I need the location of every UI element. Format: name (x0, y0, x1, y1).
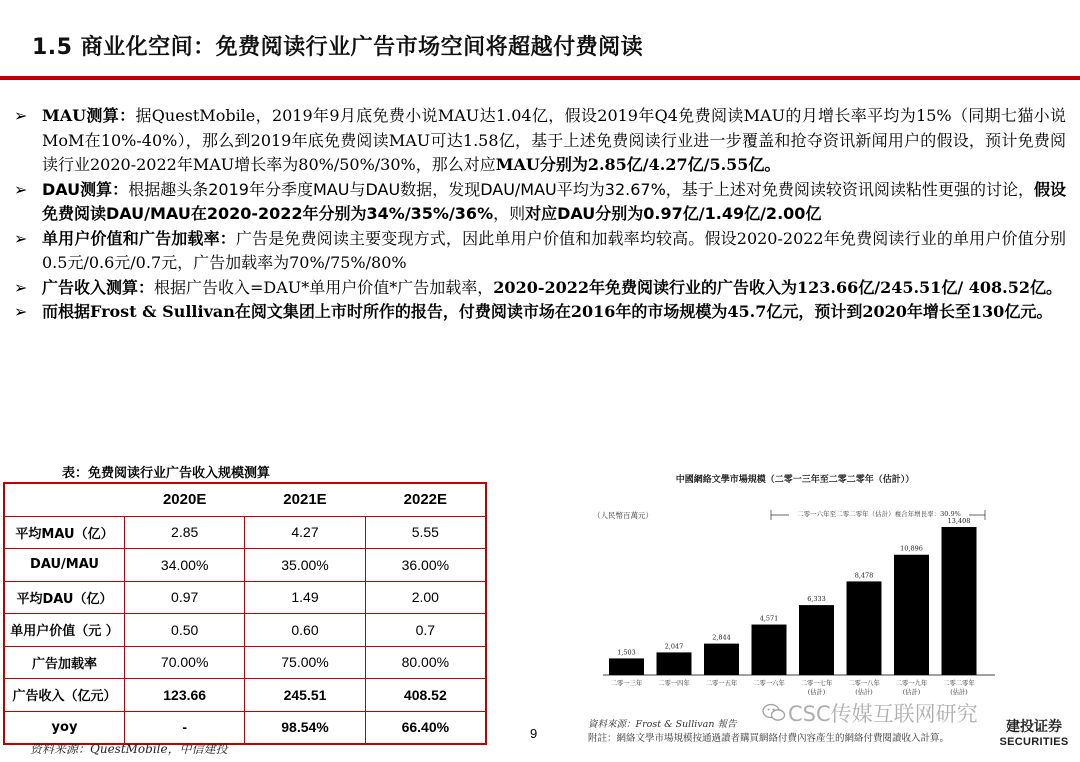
table-cell: 0.7 (365, 614, 485, 647)
table-row (5, 679, 486, 712)
x-labels-group (611, 678, 976, 696)
x-tick-label: 二零一九年 (895, 680, 928, 687)
arrow-bullet-icon: ➢ (14, 302, 28, 321)
table-row (5, 711, 486, 744)
table-cell: 2.00 (365, 581, 485, 614)
table-header-cell (5, 484, 125, 517)
table-header-cell: 2021E (245, 484, 365, 517)
chart-bar (942, 527, 977, 675)
table-header-cell: 2022E (365, 484, 485, 517)
title-divider (0, 76, 1080, 80)
bullet-bold-text: 而根据Frost & Sullivan在阅文集团上市时所作的报告，付费阅读市场在2016年的市场规模为45.7亿元，预计到2020年增长至130亿元。 (42, 302, 1053, 321)
table-cell: 80.00% (365, 646, 485, 679)
table-row (5, 614, 486, 647)
bullet-bold-text: MAU分别为2.85亿/4.27亿/5.55亿。 (495, 155, 781, 174)
row-label: 平均MAU（亿） (5, 516, 125, 549)
table-row (5, 581, 486, 614)
chart-source-text: 資料來源：Frost & Sullivan 報告 (588, 719, 737, 730)
x-tick-label: (估計) (807, 689, 826, 696)
row-label: DAU/MAU (5, 549, 125, 582)
table-cell: 4.27 (245, 516, 365, 549)
chart-unit-label: （人民幣百萬元） (593, 511, 653, 520)
table-row (5, 549, 486, 582)
x-tick-label: (估計) (950, 689, 968, 696)
bullet-label: DAU测算： (42, 179, 129, 199)
table-cell: 0.50 (125, 614, 245, 647)
x-tick-label: 二零一四年 (658, 680, 690, 687)
table-source: 资料来源：QuestMobile，中信建投 (30, 742, 228, 756)
table-cell: 245.51 (245, 679, 365, 712)
bar-value-label: 2,844 (712, 633, 731, 642)
table-cell: 66.40% (365, 711, 485, 744)
row-label: 平均DAU（亿） (5, 581, 125, 614)
arrow-bullet-icon: ➢ (14, 277, 28, 297)
x-tick-label: 二零一三年 (610, 680, 643, 687)
x-tick-label: 二零一五年 (705, 680, 738, 687)
chart-bar (799, 605, 834, 675)
table-title: 表：免费阅读行业广告收入规模测算 (62, 466, 271, 481)
page-number: 9 (530, 726, 538, 741)
logo-line2: SECURITIES (999, 736, 1069, 748)
bars-group (609, 517, 977, 675)
table-cell: 98.54% (245, 711, 365, 744)
table-cell: 2.85 (125, 516, 245, 549)
bullet-bold-text: 2020-2022年免费阅读行业的广告收入为123.66亿/245.51亿/ 408.52亿。 (493, 277, 1062, 297)
bullet-label: 广告收入测算： (42, 277, 155, 297)
arrow-bullet-icon: ➢ (14, 179, 28, 199)
bullet-list (14, 104, 1066, 325)
row-label: 广告加载率 (5, 646, 125, 679)
row-label: 广告收入（亿元） (5, 679, 125, 712)
bullet-paid-reading (14, 300, 1066, 325)
watermark-text: CSC传媒互联网研究 (788, 702, 978, 726)
chart-note-text: 附註：網絡文學市場規模按通過讀者購買網絡付費內容產生的網絡付費閱讀收入計算。 (588, 733, 950, 744)
page-title: 1.5 商业化空间：免费阅读行业广告市场空间将超越付费阅读 (32, 35, 644, 60)
x-tick-label: (估計) (902, 689, 921, 696)
table-cell: - (125, 711, 245, 744)
chart-title: 中國網絡文學市場規模（二零一三年至二零二零年（估計）） (675, 475, 915, 485)
table-header-cell: 2020E (125, 484, 245, 517)
chart-bar (752, 625, 787, 675)
bullet-bold-text: 对应DAU分别为0.97亿/1.49亿/2.00亿 (525, 204, 822, 223)
bar-value-label: 8,478 (854, 571, 874, 580)
arrow-bullet-icon: ➢ (14, 228, 28, 248)
bullet-label: MAU测算： (42, 106, 136, 125)
bullet-label: 单用户价值和广告加载率： (42, 228, 236, 248)
table-cell: 1.49 (245, 581, 365, 614)
company-logo (992, 716, 1076, 748)
bullet-ad-revenue (14, 276, 1066, 301)
row-label: yoy (5, 711, 125, 744)
table-cell: 36.00% (365, 549, 485, 582)
ad-revenue-table (4, 483, 486, 744)
bullet-mau (14, 104, 1066, 178)
bar-value-label: 13,408 (947, 517, 971, 525)
bar-value-label: 2,047 (664, 642, 684, 651)
x-tick-label: 二零一八年 (848, 680, 880, 687)
bar-value-label: 1,503 (617, 648, 636, 657)
x-tick-label: 二零一六年 (753, 680, 785, 687)
table-cell: 0.60 (245, 614, 365, 647)
row-label: 单用户价值（元 ） (5, 614, 125, 647)
title-bar (0, 0, 1080, 80)
bullet-text: 据QuestMobile，2019年9月底免费小说MAU达1.04亿，假设2019年Q4免费阅读MAU的月增长率平均为15%（同期七猫小说MoM在10%-40%），那么到2019年底免费阅读MAU可达1.58亿，基于上述免费阅读行业进一步覆盖和抢夺资讯新闻用户的假设，预计免费阅读行业2020-2022年MAU增长率为80%/50%/30%，那么对应 (42, 106, 1066, 174)
chart-bar (657, 652, 692, 675)
chart-bar (704, 644, 739, 675)
bullet-dau (14, 178, 1066, 227)
chart-bar (894, 555, 929, 675)
table-cell: 70.00% (125, 646, 245, 679)
table-cell: 408.52 (365, 679, 485, 712)
bar-chart-svg (585, 464, 1005, 714)
arrow-bullet-icon: ➢ (14, 106, 28, 125)
bullet-text: 根据趣头条2019年分季度MAU与DAU数据，发现DAU/MAU平均为32.67%，基于上述对免费阅读较资讯阅读粘性更强的讨论， (128, 179, 1034, 199)
table-row (5, 646, 486, 679)
cagr-annotation: 二零一六年至二零二零年（估計）複合年增長率：30.9% (797, 510, 961, 518)
logo-line1: 建投证券 (1006, 719, 1062, 735)
x-tick-label: 二零二零年 (943, 680, 975, 687)
table-cell: 123.66 (125, 679, 245, 712)
bullet-text: 根据广告收入=DAU*单用户价值*广告加载率， (154, 277, 494, 297)
x-tick-label: 二零一七年 (800, 680, 833, 687)
table-cell: 75.00% (245, 646, 365, 679)
table-cell: 34.00% (125, 549, 245, 582)
table-header-row (5, 484, 486, 517)
x-tick-label: (估計) (855, 689, 873, 696)
bullet-user-value (14, 227, 1066, 276)
table-cell: 35.00% (245, 549, 365, 582)
bar-value-label: 4,571 (759, 614, 779, 623)
wechat-icon (762, 703, 786, 723)
bullet-text: 广告是免费阅读主要变现方式，因此单用户价值和加载率均较高。假设2020-2022年免费阅读行业的单用户价值分别0.5元/0.6元/0.7元，广告加载率为70%/75%/80% (42, 228, 1066, 272)
chart-bar (847, 581, 882, 675)
bar-value-label: 10,896 (900, 544, 923, 553)
bullet-text: ，则 (493, 204, 526, 223)
table-cell: 0.97 (125, 581, 245, 614)
bullet-bold-text: 假设免费阅读DAU/MAU在2020-2022年分别为34%/35%/36% (42, 179, 1066, 223)
bar-value-label: 6,333 (807, 595, 826, 604)
chart-bar (609, 658, 644, 675)
table-cell: 5.55 (365, 516, 485, 549)
table-row (5, 516, 486, 549)
